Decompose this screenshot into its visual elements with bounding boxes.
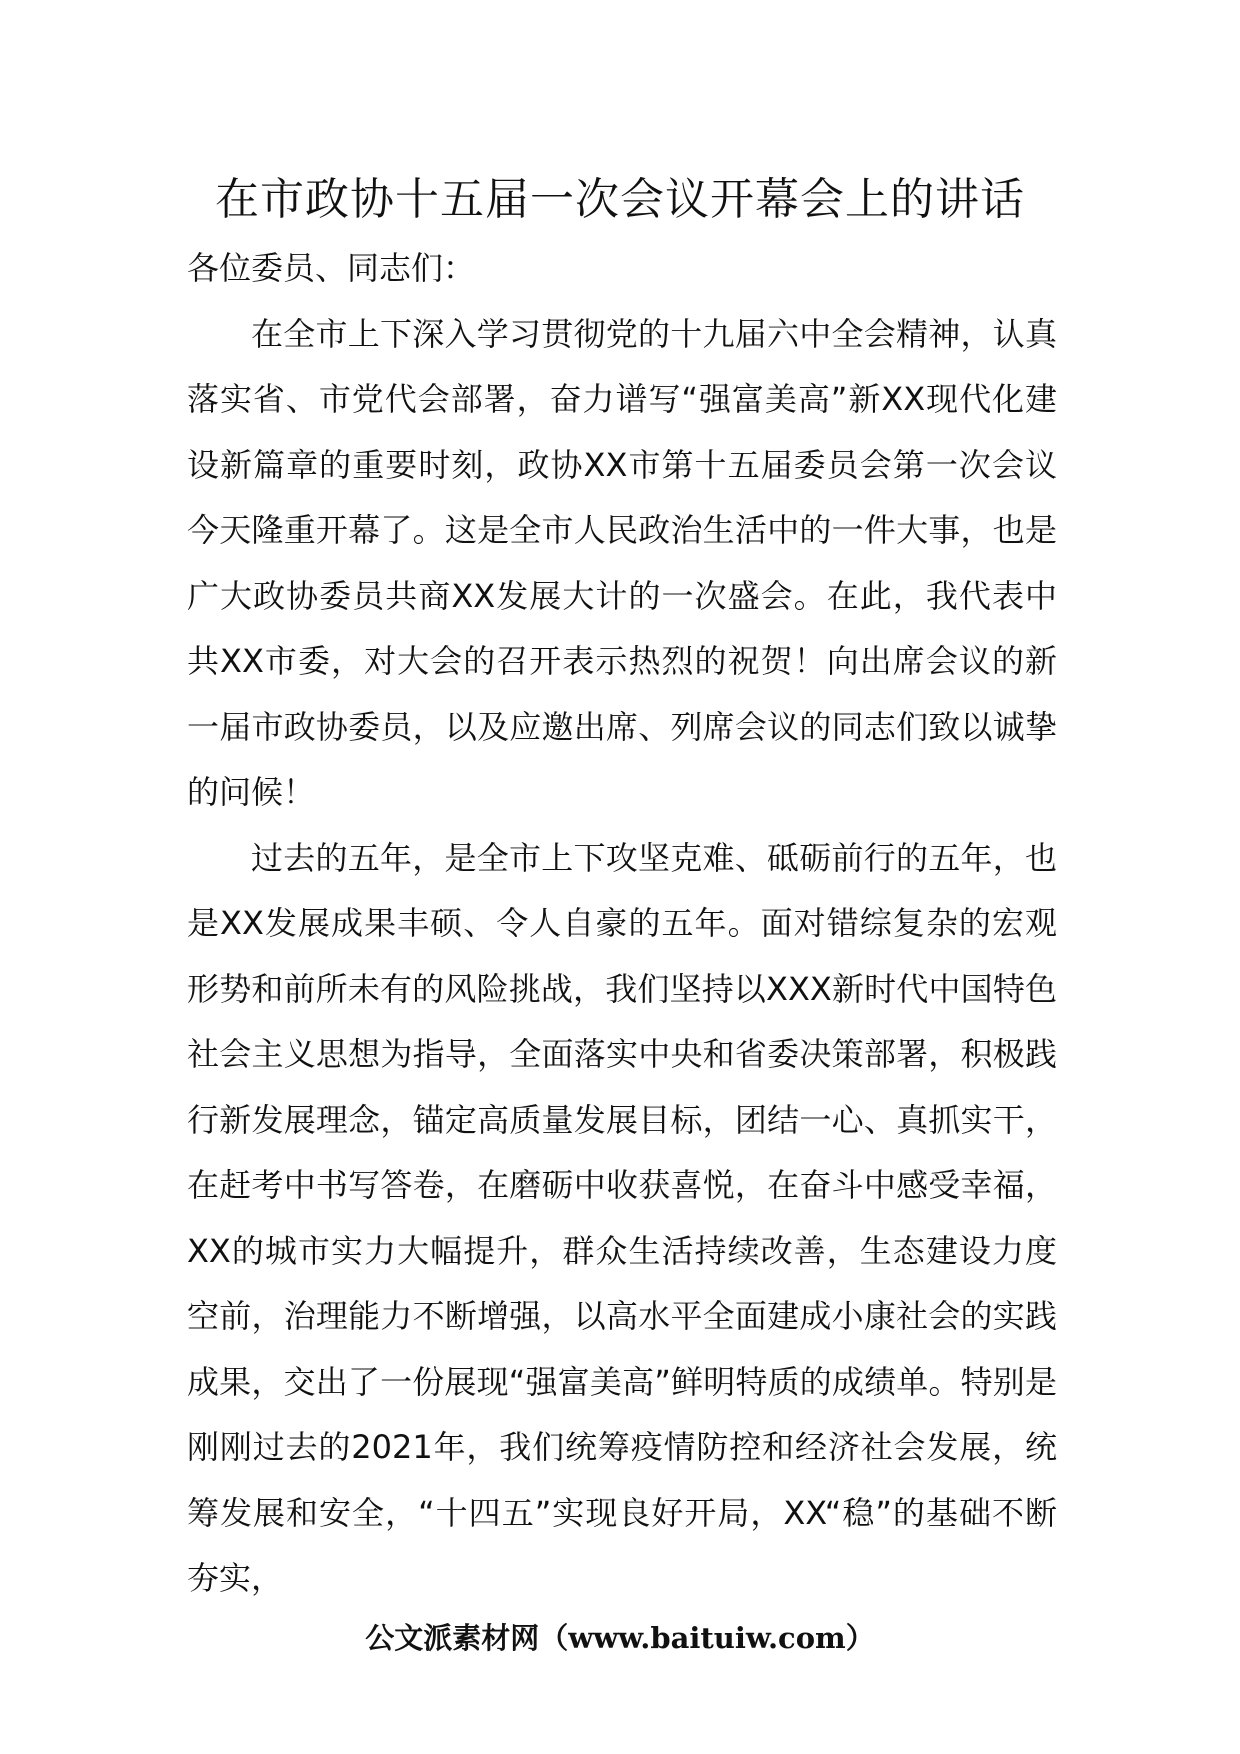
- salutation: 各位委员、同志们：: [187, 249, 476, 287]
- footer-watermark: 公文派素材网（www.baituiw.com）: [365, 1621, 875, 1655]
- paragraph-2: 过去的五年，是全市上下攻坚克难、砥砺前行的五年，也是XX发展成果丰硕、令人自豪的五年。面对错综复杂的宏观形势和前所未有的风险挑战，我们坚持以XXX新时代中国特色社会主义思想为指导，全面落实中央和省委决策部署，积极践行新发展理念，锚定高质量发展目标，团结一心、真抓实干，在赶考中书写答卷，在磨砺中收获喜悦，在奋斗中感受幸福，XX的城市实力大幅提升，群众生活持续改善，生态建设力度空前，治理能力不断增强，以高水平全面建成小康社会的实践成果，交出了一份展现“强富美高”鲜明特质的成绩单。特别是刚刚过去的2021年，我们统筹疫情防控和经济社会发展，统筹发展和安全，“十四五”实现良好开局，XX“稳”的基础不断夯实，: [187, 838, 1057, 1597]
- document-title: 在市政协十五届一次会议开幕会上的讲话: [215, 174, 1025, 225]
- document-body: [187, 236, 1057, 1612]
- paragraph-1: 在全市上下深入学习贯彻党的十九届六中全会精神，认真落实省、市党代会部署，奋力谱写“强富美高”新XX现代化建设新篇章的重要时刻，政协XX市第十五届委员会第一次会议今天隆重开幕了。这是全市人民政治生活中的一件大事，也是广大政协委员共商XX发展大计的一次盛会。在此，我代表中共XX市委，对大会的召开表示热烈的祝贺！向出席会议的新一届市政协委员，以及应邀出席、列席会议的同志们致以诚挚的问候！: [187, 314, 1057, 811]
